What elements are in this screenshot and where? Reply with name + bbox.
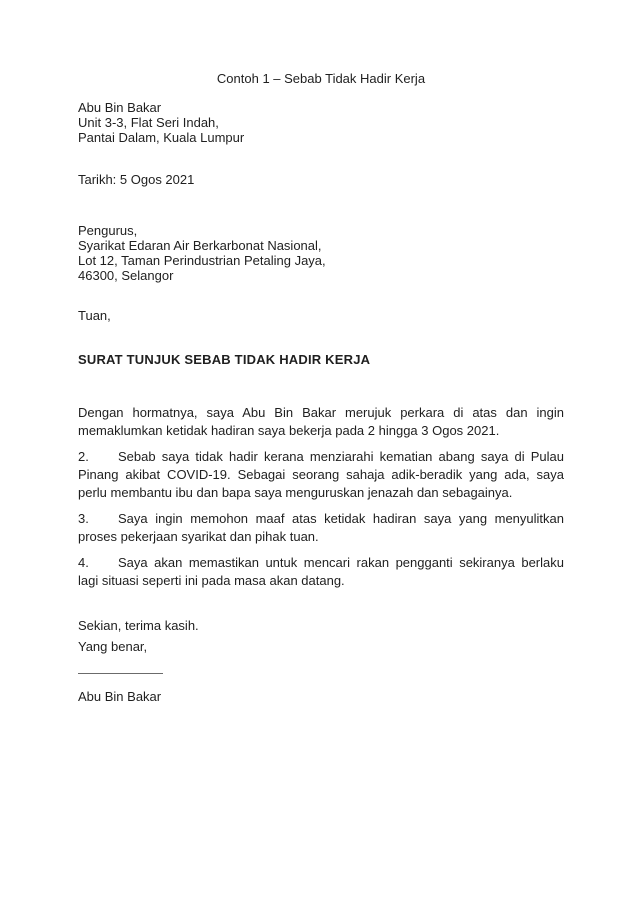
- paragraph-text: Saya ingin memohon maaf atas ketidak hadiran saya yang menyulitkan proses pekerjaan syarikat dan pihak tuan.: [78, 511, 564, 544]
- recipient-address-line: 46300, Selangor: [78, 268, 174, 283]
- paragraph-text: Dengan hormatnya, saya Abu Bin Bakar merujuk perkara di atas dan ingin memaklumkan ketidak hadiran saya bekerja pada 2 hingga 3 Ogos 2021.: [78, 405, 564, 438]
- paragraph-text: Saya akan memastikan untuk mencari rakan pengganti sekiranya berlaku lagi situasi seperti ini pada masa akan datang.: [78, 555, 564, 588]
- recipient-company: Syarikat Edaran Air Berkarbonat Nasional,: [78, 238, 322, 253]
- paragraph-text: Sebab saya tidak hadir kerana menziarahi kematian abang saya di Pulau Pinang akibat COVID-19. Sebagai seorang sahaja adik-beradik yang ada, saya perlu membantu ibu dan bapa saya menguruskan jenazah dan sebagainya.: [78, 449, 564, 500]
- recipient-title: Pengurus,: [78, 223, 138, 238]
- letter-body: [78, 404, 564, 590]
- recipient-address-block: [78, 223, 564, 283]
- recipient-address-line: Lot 12, Taman Perindustrian Petaling Jaya,: [78, 253, 326, 268]
- paragraph: [78, 510, 564, 546]
- signature-line: [78, 673, 163, 674]
- sender-name: Abu Bin Bakar: [78, 100, 162, 115]
- signoff-line: Yang benar,: [78, 639, 148, 654]
- sender-address-line: Unit 3-3, Flat Seri Indah,: [78, 115, 219, 130]
- paragraph: [78, 404, 564, 440]
- paragraph-number: 2.: [78, 449, 89, 464]
- paragraph: [78, 448, 564, 502]
- salutation: Tuan,: [78, 308, 111, 323]
- subject-heading: SURAT TUNJUK SEBAB TIDAK HADIR KERJA: [78, 352, 371, 367]
- sender-address-line: Pantai Dalam, Kuala Lumpur: [78, 130, 245, 145]
- document-title: Contoh 1 – Sebab Tidak Hadir Kerja: [216, 71, 426, 86]
- paragraph-number: 3.: [78, 511, 89, 526]
- sender-address-block: [78, 100, 564, 145]
- signature-name: Abu Bin Bakar: [78, 689, 162, 704]
- paragraph-number: 4.: [78, 555, 89, 570]
- closing-line: Sekian, terima kasih.: [78, 618, 199, 633]
- date-line: Tarikh: 5 Ogos 2021: [78, 172, 195, 187]
- paragraph: [78, 554, 564, 590]
